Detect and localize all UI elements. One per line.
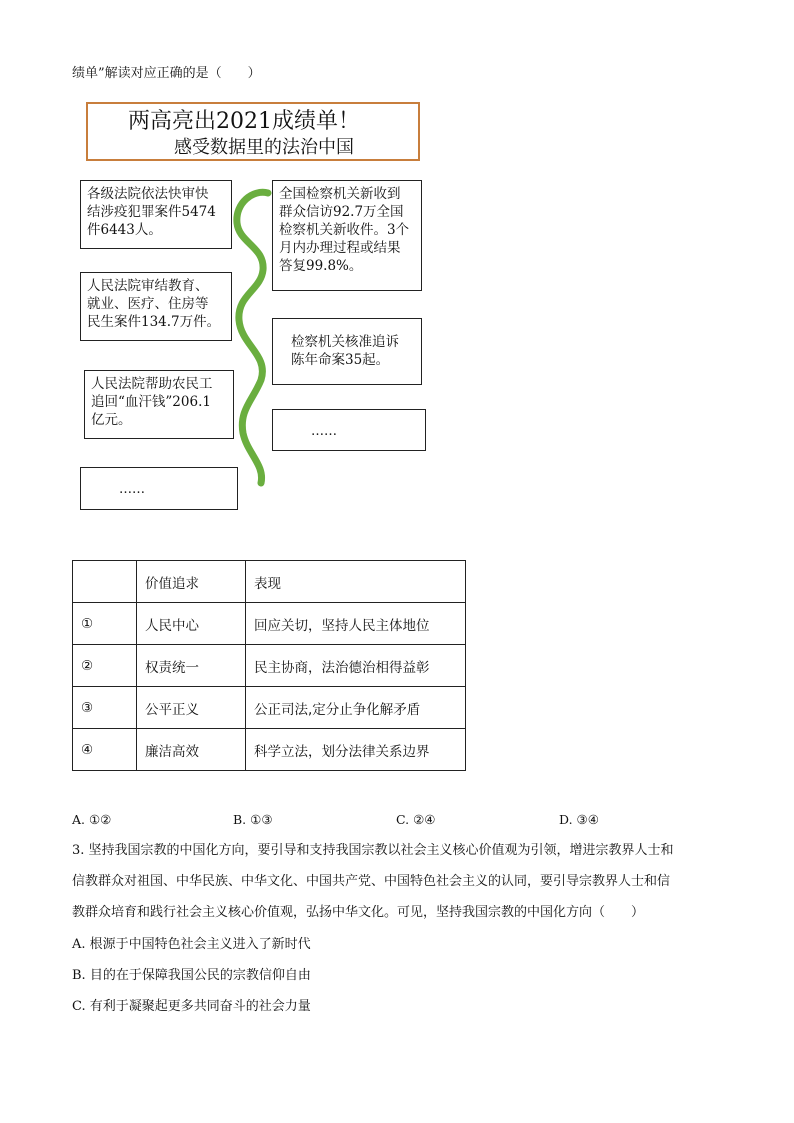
table-header-cell: 价值追求 — [137, 561, 246, 603]
question3-option-c[interactable]: C. 有利于凝聚起更多共同奋斗的社会力量 — [72, 999, 311, 1014]
table-cell: 回应关切，坚持人民主体地位 — [246, 603, 466, 645]
question3-option-b[interactable]: B. 目的在于保障我国公民的宗教信仰自由 — [72, 968, 311, 983]
table-row — [73, 645, 466, 687]
table-header-cell: 表现 — [246, 561, 466, 603]
table-cell: ④ — [73, 729, 137, 771]
table-cell: 公正司法,定分止争化解矛盾 — [246, 687, 466, 729]
table-cell: 民主协商，法治德治相得益彰 — [246, 645, 466, 687]
table-cell: 人民中心 — [137, 603, 246, 645]
table-cell: 科学立法，划分法律关系边界 — [246, 729, 466, 771]
right-box-1-line: 全国检察机关新收到 — [279, 186, 401, 202]
right-box-3-ellipsis: …… — [311, 424, 337, 439]
right-box-1-line: 群众信访92.7万全国 — [279, 204, 404, 220]
table-cell: ② — [73, 645, 137, 687]
choice-c[interactable]: C. ②④ — [396, 812, 436, 827]
choice-a[interactable]: A. ①② — [72, 812, 112, 827]
table-cell: 廉洁高效 — [137, 729, 246, 771]
left-box-4 — [80, 467, 238, 510]
left-box-2-line: 民生案件134.7万件。 — [87, 314, 221, 330]
table-header-row — [73, 561, 466, 603]
table-cell: 权责统一 — [137, 645, 246, 687]
choice-d[interactable]: D. ③④ — [559, 812, 599, 827]
table-row — [73, 729, 466, 771]
question3-line3: 教群众培育和践行社会主义核心价值观，弘扬中华文化。可见，坚持我国宗教的中国化方向（ ） — [72, 905, 645, 920]
left-box-3-line: 亿元。 — [91, 412, 132, 428]
table-header-cell — [73, 561, 137, 603]
left-box-3 — [84, 370, 234, 439]
right-box-3 — [272, 409, 426, 451]
figure-title-box — [86, 102, 420, 161]
question3-option-a[interactable]: A. 根源于中国特色社会主义进入了新时代 — [72, 937, 311, 952]
right-box-1-line: 检察机关新收件。3个 — [279, 222, 410, 238]
figure-title-line1: 两高亮出2021成绩单！ — [128, 109, 360, 134]
left-box-4-ellipsis: …… — [119, 482, 145, 497]
table-cell: ③ — [73, 687, 137, 729]
left-box-2-line: 人民法院审结教育、 — [87, 278, 209, 294]
right-box-2-line: 检察机关核准追诉 — [291, 334, 399, 350]
right-box-1 — [272, 180, 422, 291]
figure-title-line2: 感受数据里的法治中国 — [174, 137, 354, 158]
table-cell: ① — [73, 603, 137, 645]
question-intro-text: 绩单”解读对应正确的是（ ） — [72, 66, 261, 81]
green-curve-path — [237, 192, 268, 483]
left-box-2 — [80, 272, 232, 341]
left-box-1-line: 结涉疫犯罪案件5474 — [87, 204, 216, 220]
question3-line2: 信教群众对祖国、中华民族、中华文化、中国共产党、中国特色社会主义的认同，要引导宗教界人士和信 — [72, 874, 671, 889]
question3-line1: 3. 坚持我国宗教的中国化方向，要引导和支持我国宗教以社会主义核心价值观为引领，增进宗教界人士和 — [72, 843, 674, 858]
left-box-2-line: 就业、医疗、住房等 — [87, 296, 209, 312]
right-box-1-line: 月内办理过程或结果 — [279, 240, 401, 256]
choice-b[interactable]: B. ①③ — [233, 812, 273, 827]
left-box-1 — [80, 180, 232, 249]
table-row — [73, 603, 466, 645]
left-box-3-line: 追回“血汗钱”206.1 — [91, 394, 211, 410]
left-box-3-line: 人民法院帮助农民工 — [91, 376, 213, 392]
right-box-2 — [272, 318, 422, 385]
table-row — [73, 687, 466, 729]
left-box-1-line: 各级法院依法快审快 — [87, 186, 209, 202]
right-box-2-line: 陈年命案35起。 — [291, 352, 390, 368]
left-box-1-line: 件6443人。 — [87, 222, 162, 238]
value-table — [72, 560, 466, 771]
right-box-1-line: 答复99.8%。 — [279, 258, 363, 274]
table-cell: 公平正义 — [137, 687, 246, 729]
